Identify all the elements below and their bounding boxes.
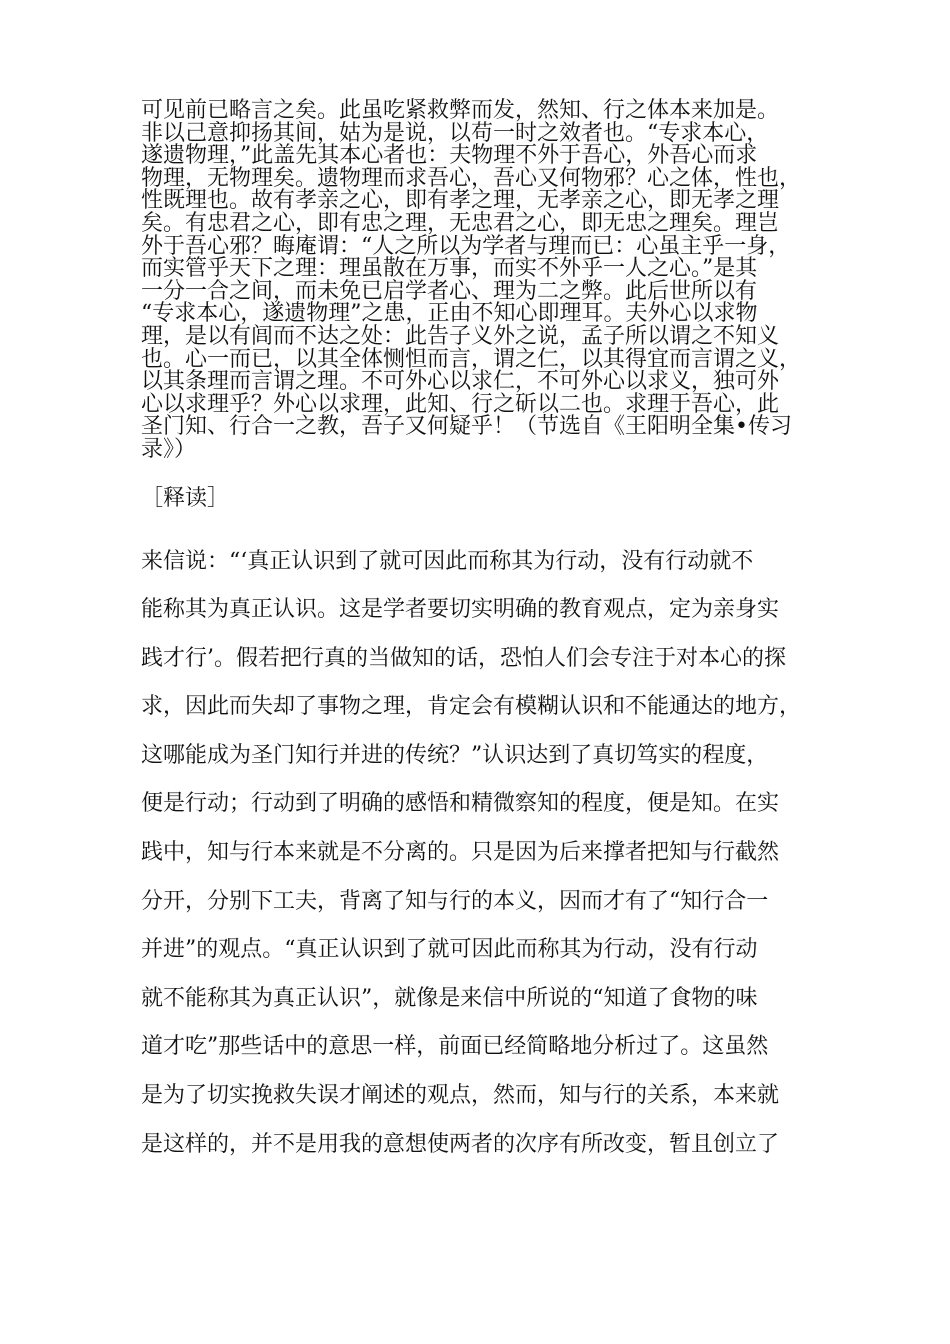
section-heading: ［释读］ xyxy=(141,485,230,511)
explanation-line: 这哪能成为圣门知行并进的传统？”认识达到了真切笃实的程度， xyxy=(141,742,769,768)
document-page xyxy=(141,100,816,1169)
original-text-line: 以其条理而言谓之理。不可外心以求仁，不可外心以求义，独可外 xyxy=(141,369,780,395)
original-text-line: 而实管乎天下之理：理虽散在万事，而实不外乎一人之心。”是其 xyxy=(141,256,758,282)
original-text-line: 遂遗物理，”此盖先其本心者也：夫物理不外于吾心，外吾心而求 xyxy=(141,143,758,169)
explanation-line: 践中，知与行本来就是不分离的。只是因为后来撑者把知与行截然 xyxy=(141,840,780,866)
explanation-line: 能称其为真正认识。这是学者要切实明确的教育观点，定为亲身实 xyxy=(141,597,780,623)
original-text-line: 可见前已略言之矣。此虽吃紧救弊而发，然知、行之体本来加是。 xyxy=(141,98,780,123)
original-text-line: 矣。有忠君之心，即有忠之理，无忠君之心，即无忠之理矣。理岂 xyxy=(141,210,780,236)
original-text-line: 理，是以有闾而不达之处：此告子义外之说，孟子所以谓之不知义 xyxy=(141,323,780,349)
explanation-line: 是为了切实挽救失误才阐述的观点，然而，知与行的关系，本来就 xyxy=(141,1083,780,1109)
original-text-line: 外于吾心邪？晦庵谓：“人之所以为学者与理而已：心虽主乎一身， xyxy=(141,233,791,259)
original-text-line: 圣门知、行合一之教，吾子又何疑乎！（节选自《王阳明全集•传习 xyxy=(141,414,792,440)
original-text-line: 心以求理乎？外心以求理，此知、行之斫以二也。求理于吾心，此 xyxy=(141,391,780,417)
original-text-line: “专求本心，遂遗物理”之患，正由不知心即理耳。夫外心以求物 xyxy=(141,301,758,327)
original-text-line: 物理，无物理矣。遗物理而求吾心，吾心又何物邪？心之体，性也， xyxy=(141,165,802,191)
explanation-line: 并进”的观点。“真正认识到了就可因此而称其为行动，没有行动 xyxy=(141,937,758,963)
explanation-line: 是这样的，并不是用我的意想使两者的次序有所改变，暂且创立了 xyxy=(141,1131,780,1157)
explanation-text-block xyxy=(141,538,816,1170)
original-text-line: 性既理也。故有孝亲之心，即有孝之理，无孝亲之心，即无孝之理 xyxy=(141,188,780,214)
explanation-line: 道才吃”那些话中的意思一样，前面已经简略地分析过了。这虽然 xyxy=(141,1034,769,1060)
explanation-line: 便是行动；行动到了明确的感悟和精微察知的程度，便是知。在实 xyxy=(141,791,780,817)
explanation-line: 就不能称其为真正认识”，就像是来信中所说的“知道了食物的味 xyxy=(141,985,758,1011)
original-text-line: 录》） xyxy=(141,436,197,462)
original-text-line: 一分一合之间，而未免已启学者心、理为二之弊。此后世所以有 xyxy=(141,278,758,304)
explanation-line: 分开，分别下工夫，背离了知与行的本义，因而才有了“知行合一 xyxy=(141,888,769,914)
original-text-line: 非以己意抑扬其间，姑为是说，以苟一时之效者也。“专求本心， xyxy=(141,120,769,146)
original-text-block xyxy=(141,100,816,462)
explanation-line: 来信说：“‘真正认识到了就可因此而称其为行动，没有行动就不 xyxy=(141,548,754,574)
explanation-line: 践才行’。假若把行真的当做知的话，恐怕人们会专注于对本心的探 xyxy=(141,645,786,671)
original-text-line: 也。心一而已，以其全体恻怛而言，谓之仁，以其得宜而言谓之义， xyxy=(141,346,802,372)
explanation-line: 求，因此而失却了事物之理，肯定会有模糊认识和不能通达的地方， xyxy=(141,694,802,720)
